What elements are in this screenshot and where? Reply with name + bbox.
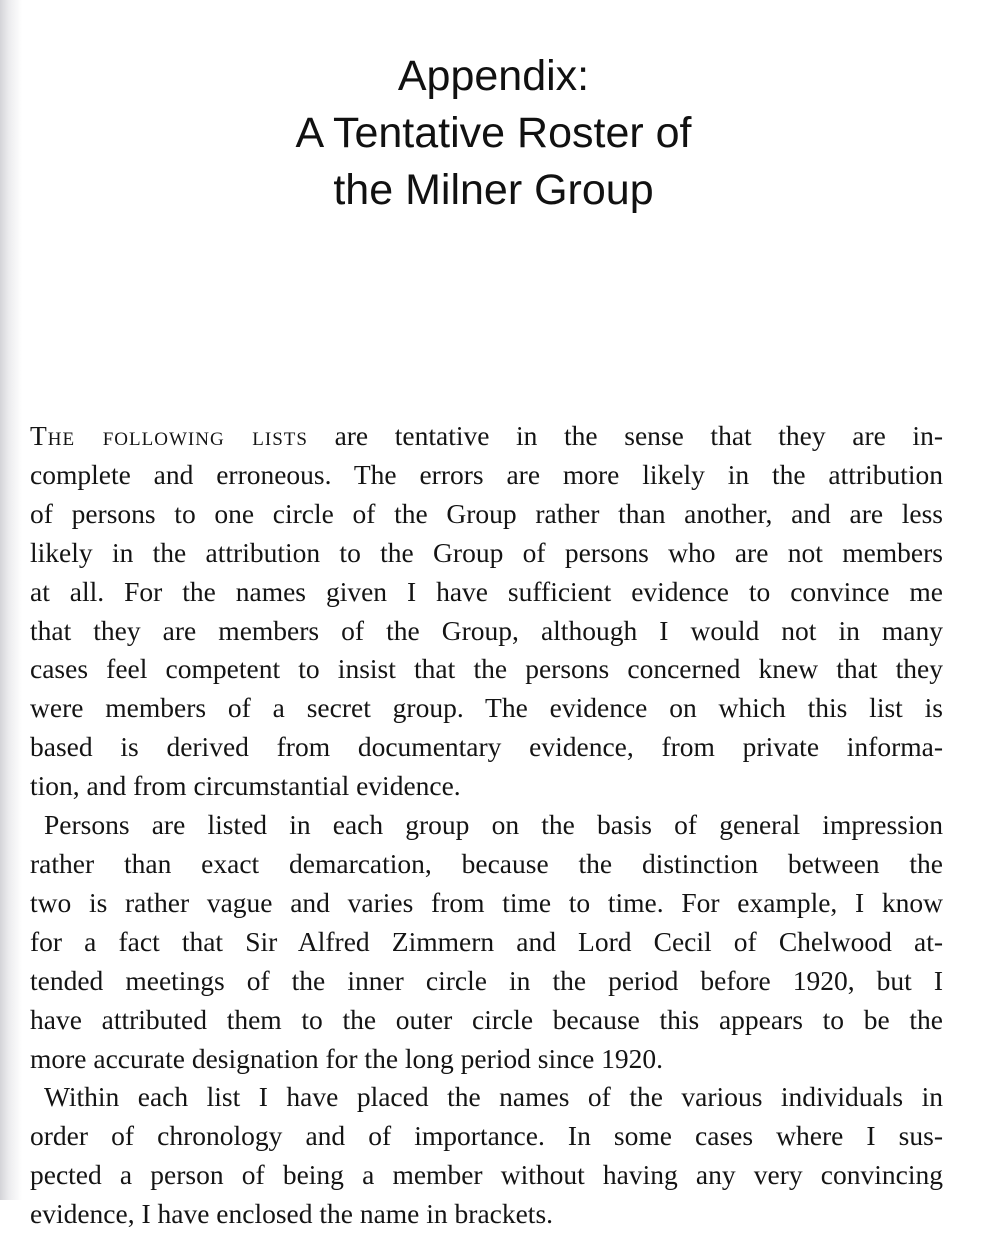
text-line: that they are members of the Group, although I would not in many <box>30 614 943 646</box>
text-line: evidence, I have enclosed the name in brackets. <box>30 1198 554 1230</box>
text-line: for a fact that Sir Alfred Zimmern and Lord Cecil of Chelwood at- <box>30 925 943 957</box>
text-line: tion, and from circumstantial evidence. <box>30 770 461 802</box>
title-line: Appendix: <box>397 52 590 100</box>
paragraph <box>30 417 943 806</box>
text-line: rather than exact demarcation, because the distinction between the <box>30 847 943 879</box>
text-line: order of chronology and of importance. In some cases where I sus- <box>30 1120 943 1152</box>
text-line-rest: are tentative in the sense that they are in- <box>307 420 943 451</box>
text-line: Persons are listed in each group on the basis of general impression <box>44 809 943 841</box>
paragraph <box>30 806 943 1078</box>
lead-in-small-caps: The following lists <box>30 420 308 451</box>
text-line: were members of a secret group. The evidence on which this list is <box>30 692 943 724</box>
text-line: cases feel competent to insist that the persons concerned knew that they <box>30 653 943 685</box>
text-line: pected a person of being a member without having any very convincing <box>30 1159 943 1191</box>
text-line: based is derived from documentary evidence, from private informa- <box>30 731 943 763</box>
text-line: have attributed them to the outer circle because this appears to be the <box>30 1003 943 1035</box>
title-line: A Tentative Roster of <box>295 109 692 157</box>
body-text <box>30 417 943 1234</box>
text-line <box>30 417 943 456</box>
text-line: more accurate designation for the long period since 1920. <box>30 1042 664 1074</box>
text-line: at all. For the names given I have sufficient evidence to convince me <box>30 575 943 607</box>
paragraph <box>30 1078 943 1234</box>
text-line: tended meetings of the inner circle in the period before 1920, but I <box>30 964 943 996</box>
text-line: Within each list I have placed the names of the various individuals in <box>44 1081 943 1113</box>
page-title <box>0 48 987 219</box>
text-line: of persons to one circle of the Group rather than another, and are less <box>30 497 943 529</box>
text-line: likely in the attribution to the Group of persons who are not members <box>30 536 943 568</box>
title-line: the Milner Group <box>333 166 654 214</box>
text-line: two is rather vague and varies from time to time. For example, I know <box>30 886 943 918</box>
text-line: complete and erroneous. The errors are more likely in the attribution <box>30 458 943 490</box>
